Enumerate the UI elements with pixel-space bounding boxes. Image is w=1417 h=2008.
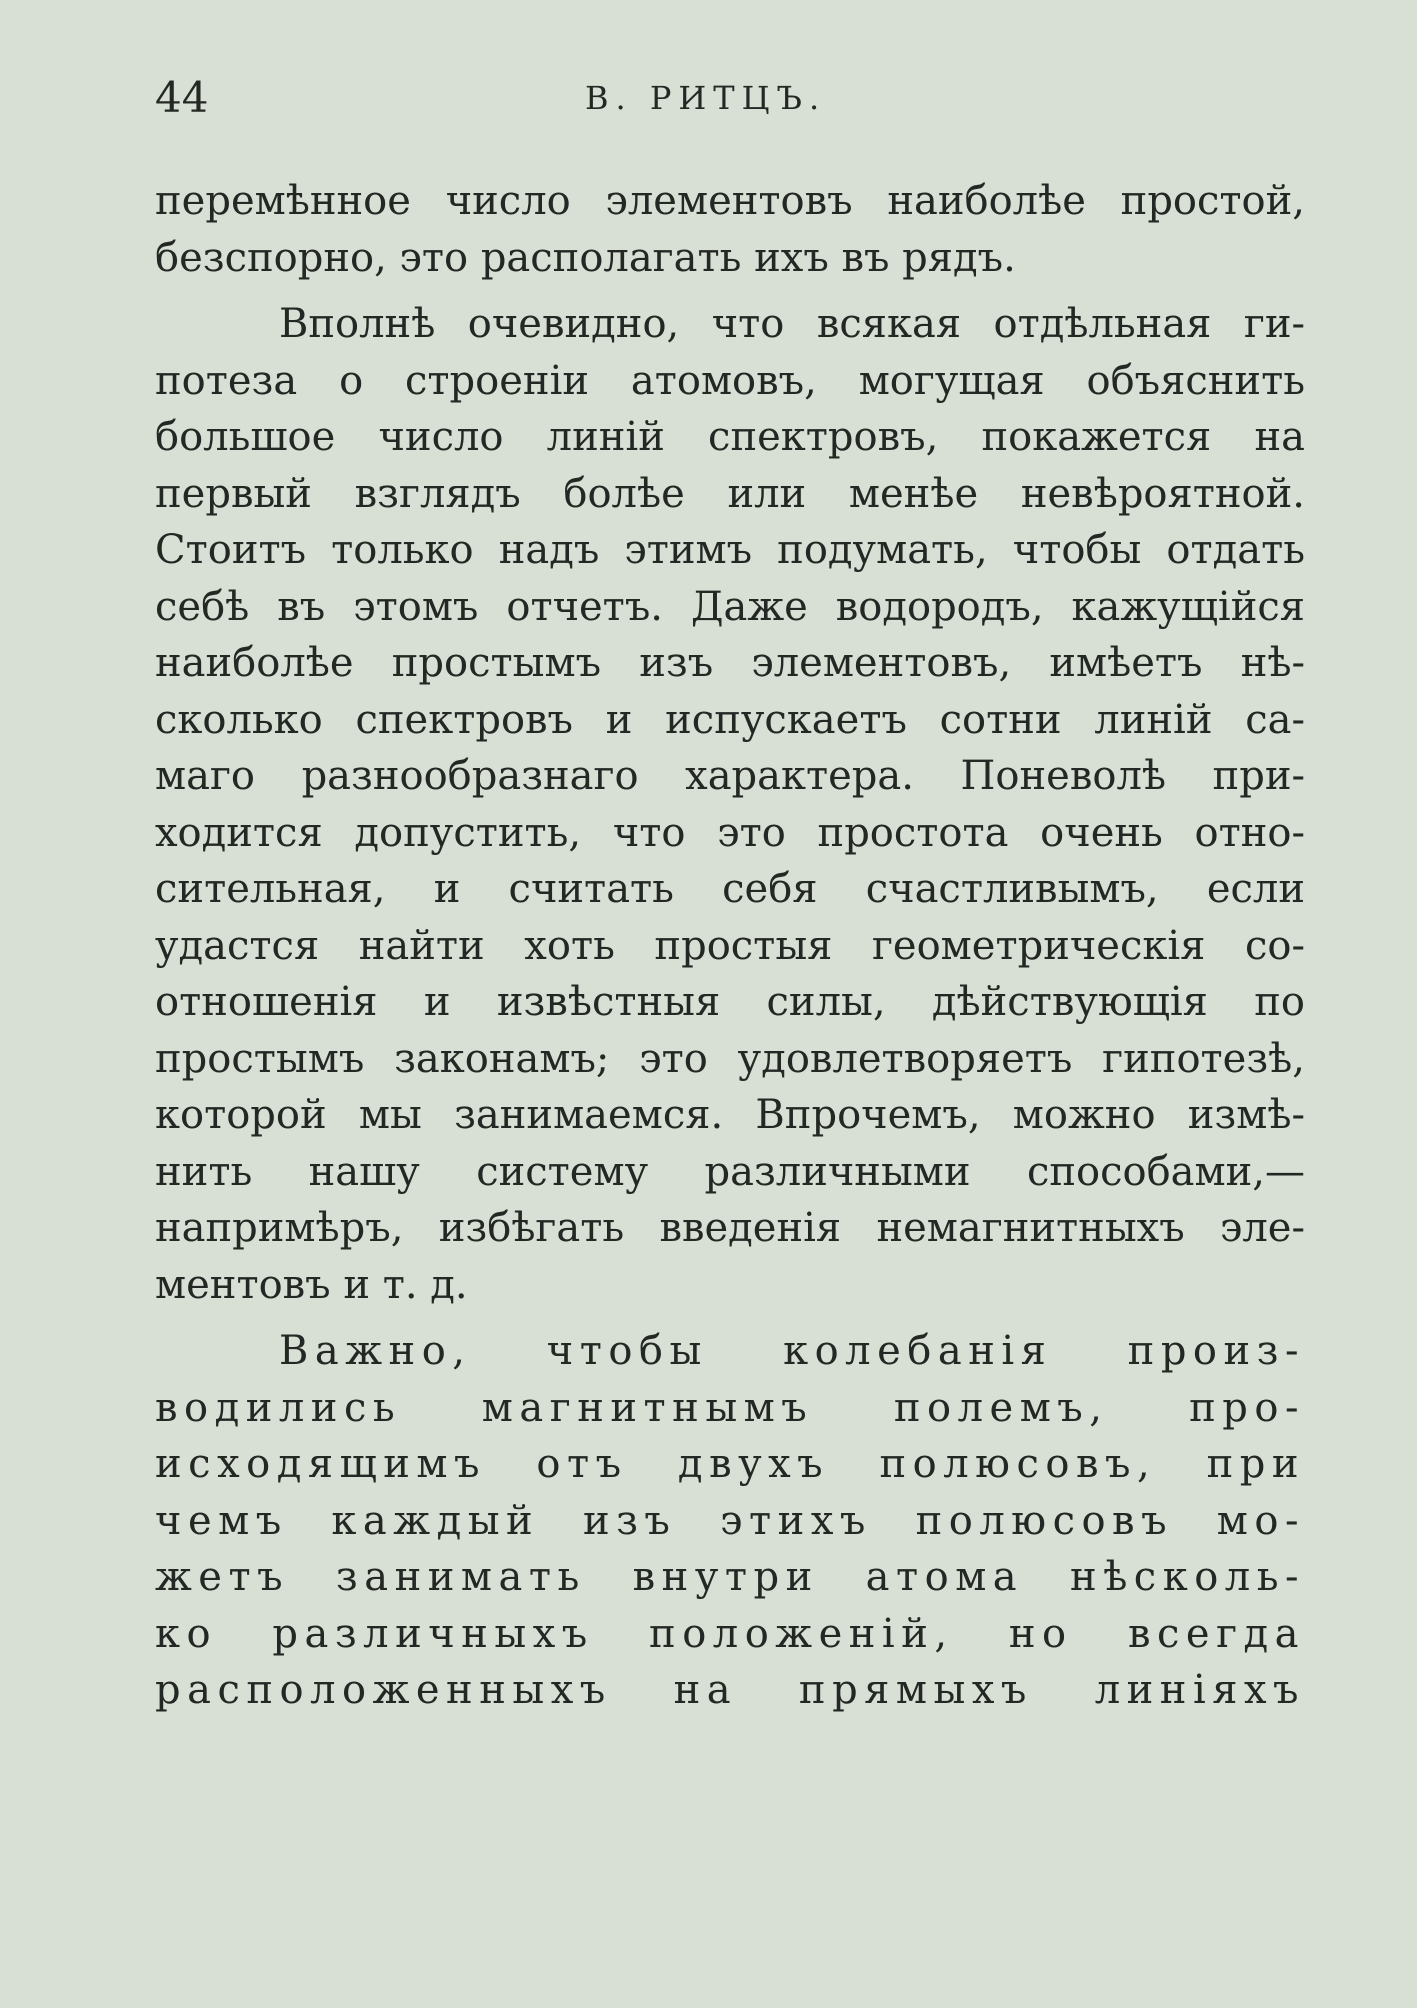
text-line: нить нашу систему различными способами,— — [155, 1148, 1305, 1195]
text-line: сительная, и считать себя счастливымъ, если — [155, 866, 1305, 912]
text-line: жетъ занимать внутри атома нѣсколь- — [155, 1554, 1305, 1600]
text-line: ходится допустить, что это простота очень отно- — [155, 809, 1305, 856]
text-line: чемъ каждый изъ этихъ полюсовъ мо- — [155, 1497, 1305, 1544]
text-line: маго разнообразнаго характера. Поневолѣ при- — [155, 753, 1305, 799]
running-title: В. РИТЦЪ. — [585, 79, 827, 117]
body-text — [155, 173, 1305, 1719]
text-line: Вполнѣ очевидно, что всякая отдѣльная ги- — [279, 301, 1305, 347]
text-line: ко различныхъ положеній, но всегда — [155, 1610, 1305, 1657]
text-line: водились магнитнымъ полемъ, про- — [155, 1384, 1305, 1431]
text-line: простымъ законамъ; это удовлетворяетъ гипотезѣ, — [155, 1035, 1305, 1082]
paragraph-3-spaced — [155, 1323, 1305, 1719]
text-line: ментовъ и т. д. — [155, 1261, 468, 1308]
paragraph-1 — [155, 173, 1305, 286]
text-line: сколько спектровъ и испускаетъ сотни линій са- — [155, 696, 1305, 743]
page-number: 44 — [155, 73, 209, 122]
text-line: первый взглядъ болѣе или менѣе невѣроятной. — [155, 470, 1305, 517]
text-line: напримѣръ, избѣгать введенія немагнитныхъ эле- — [155, 1205, 1305, 1251]
text-line: большое число линій спектровъ, покажется на — [155, 414, 1305, 460]
running-head — [155, 68, 1305, 128]
paragraph-2 — [155, 296, 1305, 1313]
text-line: себѣ въ этомъ отчетъ. Даже водородъ, кажущійся — [155, 583, 1305, 630]
text-line: отношенія и извѣстныя силы, дѣйствующія по — [155, 979, 1305, 1025]
text-line: безспорно, это располагать ихъ въ рядъ. — [155, 234, 1016, 281]
text-line: которой мы занимаемся. Впрочемъ, можно измѣ- — [155, 1092, 1305, 1138]
text-line: перемѣнное число элементовъ наиболѣе простой, — [155, 178, 1305, 224]
text-line: расположенныхъ на прямыхъ линіяхъ — [155, 1667, 1305, 1713]
text-line: удастся найти хоть простыя геометрическія со- — [155, 922, 1305, 969]
text-line: наиболѣе простымъ изъ элементовъ, имѣетъ нѣ- — [155, 640, 1305, 686]
text-line: Важно, чтобы колебанія произ- — [279, 1328, 1305, 1374]
text-line: Стоитъ только надъ этимъ подумать, чтобы отдать — [155, 527, 1305, 573]
text-line: исходящимъ отъ двухъ полюсовъ, при — [155, 1441, 1305, 1487]
text-line: потеза о строеніи атомовъ, могущая объяснить — [155, 357, 1305, 404]
